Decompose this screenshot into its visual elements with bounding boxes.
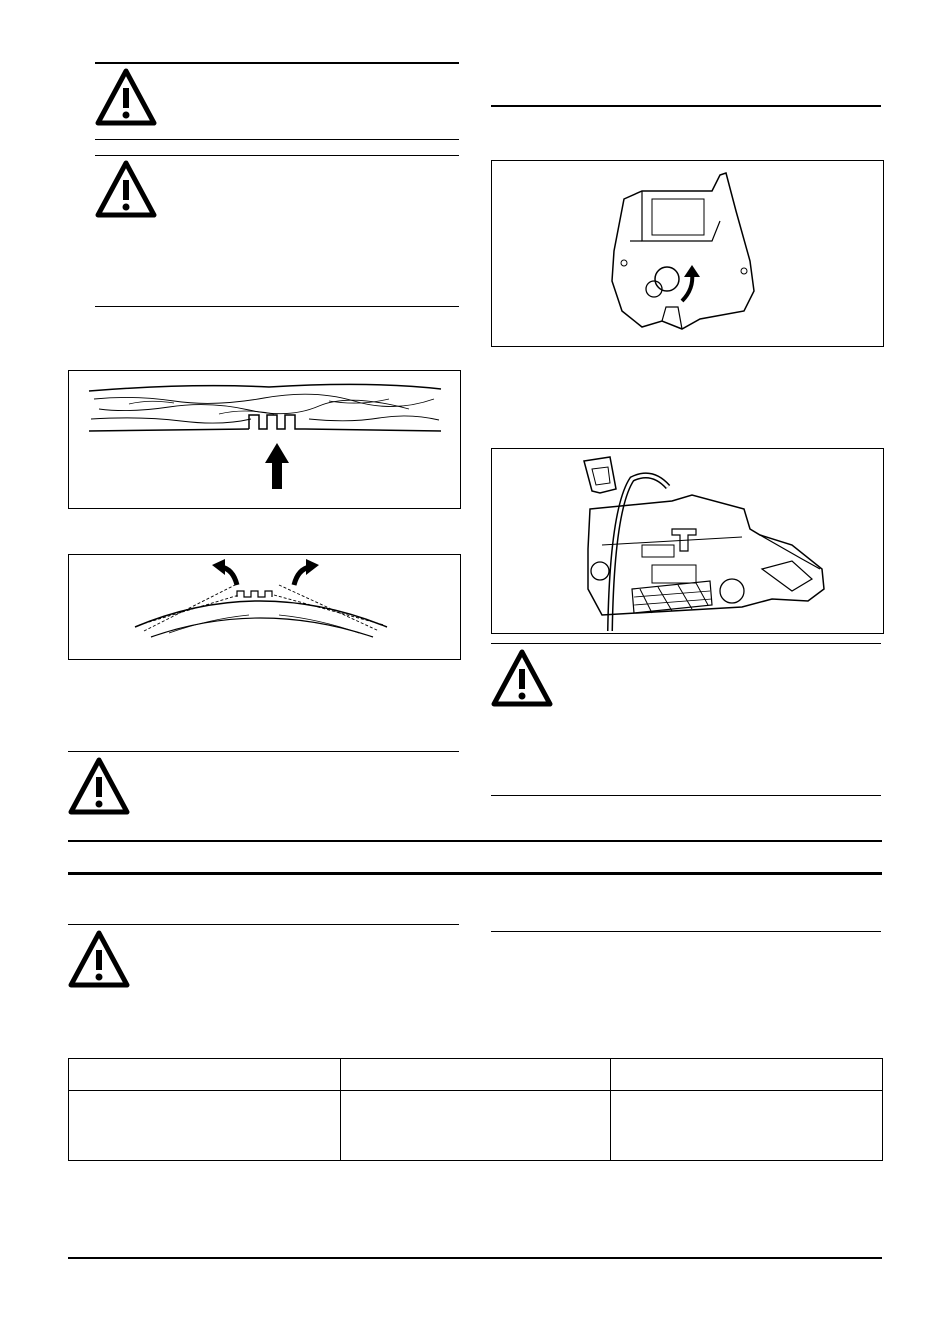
table-cell (611, 1059, 883, 1091)
warning-2-top-rule (95, 155, 459, 156)
figure-starter-cover (491, 160, 884, 347)
warning-4-top-rule (491, 643, 881, 644)
footer-rule (68, 1257, 882, 1259)
spec-table (68, 1058, 883, 1161)
right-subsection-rule (491, 931, 881, 932)
table-cell (69, 1091, 341, 1161)
warning-triangle-icon (95, 160, 157, 218)
warning-triangle-icon (95, 68, 157, 126)
section-heading-top-rule (68, 840, 882, 842)
table-cell (341, 1059, 611, 1091)
warning-triangle-icon (491, 649, 553, 707)
table-cell (341, 1091, 611, 1161)
warning-1-top-rule (95, 62, 459, 64)
table-cell (69, 1059, 341, 1091)
figure-bent-log (68, 554, 461, 660)
warning-5-top-rule (68, 924, 459, 925)
section-heading-bottom-rule (68, 872, 882, 875)
warning-triangle-icon (68, 757, 130, 815)
table-header-row (69, 1059, 883, 1091)
figure-chainsaw (491, 448, 884, 634)
warning-4-bottom-rule (491, 795, 881, 796)
warning-triangle-icon (68, 930, 130, 988)
warning-3-top-rule (68, 751, 459, 752)
table-cell (611, 1091, 883, 1161)
warning-2-bottom-rule (95, 306, 459, 307)
figure-log-notches-arrow (68, 370, 461, 509)
table-row (69, 1091, 883, 1161)
right-column-top-rule (491, 105, 881, 107)
warning-1-bottom-rule (95, 139, 459, 140)
